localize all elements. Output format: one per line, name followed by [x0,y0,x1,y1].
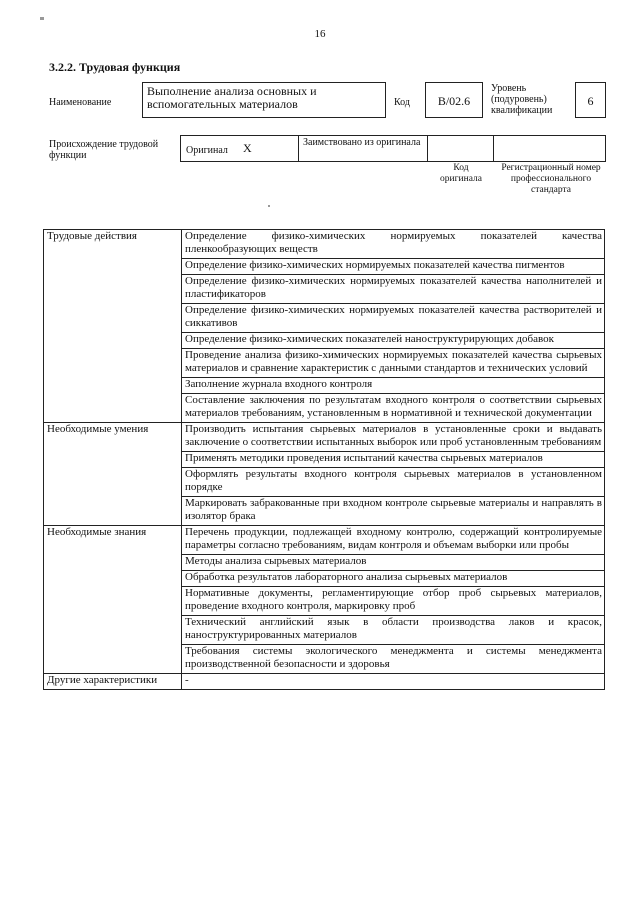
item-cell: Технический английский язык в области производства лаков и красок, наноструктурированных материалов [182,616,605,645]
borrowed-label: Заимствовано из оригинала [303,137,421,148]
table-row [44,423,605,452]
item-cell: Определение физико-химических нормируемых показателей качества растворителей и сиккативов [182,304,605,333]
item-cell: Проведение анализа физико-химических нормируемых показателей качества сырьевых материалов и сравнение характеристик с данными стандартов и технических условий [182,349,605,378]
category-cell: Необходимые знания [44,526,182,674]
reg-number-caption: Регистрационный номер профессионального стандарта [501,163,601,195]
item-cell: Перечень продукции, подлежащей входному контролю, содержащий контролируемые параметры согласно требованиям, видам контроля и объемам выборки или пробы [182,526,605,555]
original-mark: X [243,141,252,155]
scan-mark [40,17,44,20]
name-label: Наименование [49,97,112,108]
origin-divider-2 [427,135,428,162]
category-cell: Другие характеристики [44,674,182,690]
item-cell: Нормативные документы, регламентирующие отбор проб сырьевых материалов, проведение входного контроля, маркировку проб [182,587,605,616]
function-table [43,229,605,690]
origin-divider-3 [493,135,494,162]
category-cell: Трудовые действия [44,230,182,423]
table-row [44,674,605,690]
table-row [44,526,605,555]
category-cell: Необходимые умения [44,423,182,526]
level-label: Уровень (подуровень) квалификации [491,83,553,116]
item-cell: Обработка результатов лабораторного анализа сырьевых материалов [182,571,605,587]
page-number: 16 [314,28,326,40]
code-value: B/02.6 [425,82,483,118]
section-title: 3.2.2. Трудовая функция [49,60,181,74]
item-cell: Производить испытания сырьевых материалов в установленные сроки и выдавать заключение о соответствии испытанных выборок или проб установленным требованиям [182,423,605,452]
item-cell: Определение физико-химических показателей наноструктурирующих добавок [182,333,605,349]
item-cell: Заполнение журнала входного контроля [182,378,605,394]
item-cell: Методы анализа сырьевых материалов [182,555,605,571]
table-row [44,230,605,259]
name-value: Выполнение анализа основных и вспомогательных материалов [142,82,386,118]
origin-divider-1 [298,135,299,162]
item-cell: Определение физико-химических нормируемых показателей качества пленкообразующих веществ [182,230,605,259]
level-value: 6 [575,82,606,118]
item-cell: Определение физико-химических нормируемых показателей качества наполнителей и пластификаторов [182,275,605,304]
scan-mark [268,205,270,207]
origin-label: Происхождение трудовой функции [49,139,159,161]
item-cell: Оформлять результаты входного контроля сырьевых материалов в установленном порядке [182,468,605,497]
original-label: Оригинал [186,145,228,156]
item-cell: Применять методики проведения испытаний качества сырьевых материалов [182,452,605,468]
item-cell: Составление заключения по результатам входного контроля о соответствии сырьевых материалов требованиям, установленным в нормативной и технической документации [182,394,605,423]
code-original-caption: Код оригинала [440,163,482,184]
item-cell: Требования системы экологического менеджмента и системы менеджмента производственной безопасности и здоровья [182,645,605,674]
item-cell: Определение физико-химических нормируемых показателей качества пигментов [182,259,605,275]
item-cell: Маркировать забракованные при входном контроле сырьевые материалы и направлять в изолятор брака [182,497,605,526]
code-label: Код [394,97,410,108]
item-cell: - [182,674,605,690]
